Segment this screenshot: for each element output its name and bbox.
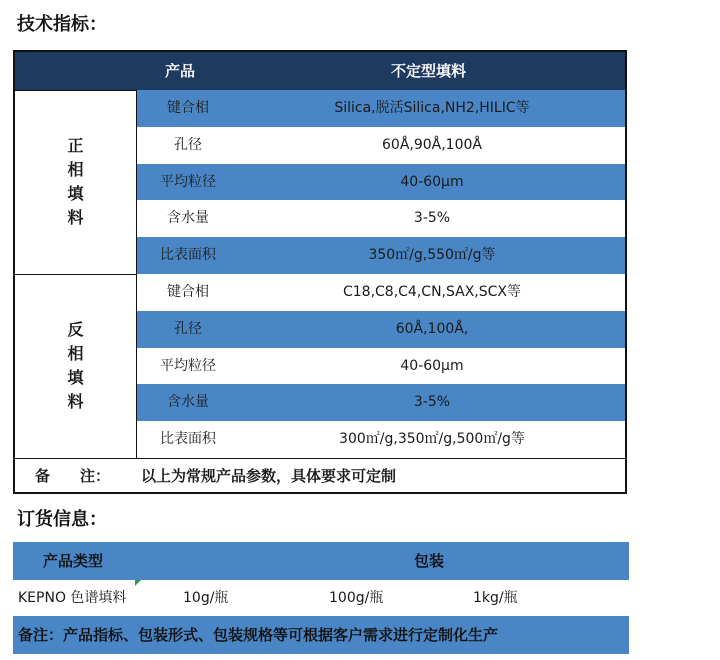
table-row — [137, 237, 625, 274]
spec-heading: 技术指标： — [17, 14, 107, 35]
value-cell: 40-60μm — [400, 174, 464, 190]
order-heading: 订货信息： — [17, 509, 107, 530]
order-note-text: 备注：产品指标、包装形式、包装规格等可根据客户需求进行定制化生产 — [18, 626, 499, 644]
param-cell: 孔径 — [174, 321, 202, 337]
table-row — [137, 200, 625, 237]
table-row — [137, 274, 625, 311]
order-table-header — [13, 542, 629, 580]
header-filler: 不定型填料 — [391, 62, 467, 80]
value-cell: 300㎡/g,350㎡/g,500㎡/g等 — [339, 431, 525, 447]
value-cell: 3-5% — [413, 210, 451, 226]
package-option: 10g/瓶 — [183, 590, 229, 606]
spec-table-header — [15, 52, 625, 91]
table-row — [137, 421, 625, 458]
cell-comment-marker — [135, 580, 141, 586]
spec-table — [13, 50, 627, 494]
param-cell: 平均粒径 — [160, 174, 216, 190]
package-option: 100g/瓶 — [329, 590, 384, 606]
header-package: 包装 — [414, 552, 445, 570]
group-normal-phase — [15, 90, 137, 274]
table-row — [137, 90, 625, 127]
value-cell: 3-5% — [413, 394, 451, 410]
param-cell: 孔径 — [174, 137, 202, 153]
param-cell: 键合相 — [167, 100, 209, 116]
table-row — [137, 311, 625, 348]
header-product-type: 产品类型 — [43, 552, 104, 570]
value-cell: 350㎡/g,550㎡/g等 — [368, 247, 496, 263]
group-label: 正相填料 — [67, 136, 84, 227]
header-product: 产品 — [165, 62, 196, 80]
value-cell: 40-60μm — [400, 358, 464, 374]
value-cell: C18,C8,C4,CN,SAX,SCX等 — [342, 284, 522, 300]
order-table-row — [13, 580, 629, 616]
order-note — [13, 616, 629, 654]
param-cell: 平均粒径 — [160, 358, 216, 374]
value-cell: 60Å,90Å,100Å — [382, 137, 482, 153]
note-label: 备 注： — [35, 467, 111, 485]
value-cell: Silica,脱活Silica,NH2,HILIC等 — [334, 100, 530, 116]
param-cell: 键合相 — [167, 284, 209, 300]
table-row — [137, 384, 625, 421]
param-cell: 比表面积 — [160, 247, 216, 263]
param-cell: 比表面积 — [160, 431, 216, 447]
table-row — [137, 127, 625, 164]
param-cell: 含水量 — [167, 394, 209, 410]
group-reverse-phase — [15, 274, 137, 458]
table-row — [137, 164, 625, 201]
group-label: 反相填料 — [67, 320, 84, 411]
note-text: 以上为常规产品参数，具体要求可定制 — [141, 467, 397, 485]
table-row — [137, 348, 625, 385]
spec-note-row — [15, 458, 625, 493]
package-option: 1kg/瓶 — [473, 590, 518, 606]
param-cell: 含水量 — [167, 210, 209, 226]
value-cell: 60Å,100Å, — [395, 321, 469, 337]
product-name-cell: KEPNO 色谱填料 — [18, 590, 127, 606]
